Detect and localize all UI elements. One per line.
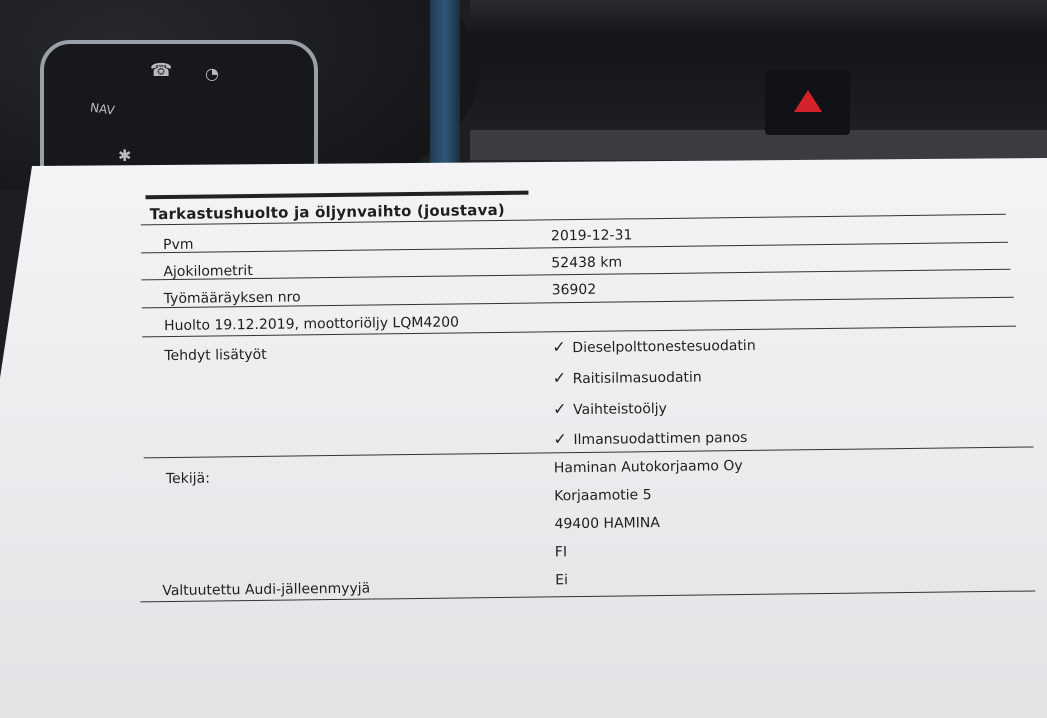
extra-work-label: Tehdyt lisätyöt (164, 346, 267, 365)
performer-country: FI (554, 544, 568, 561)
extra-work-item (552, 335, 756, 356)
extra-work-item-label: Vaihteistoöljy (573, 400, 668, 419)
date-value: 2019-12-31 (550, 227, 633, 245)
date-label: Pvm (162, 236, 194, 254)
extra-work-item-label: Ilmansuodattimen panos (573, 429, 748, 449)
performer-postal: 49400 HAMINA (554, 515, 660, 533)
check-icon: ✓ (553, 429, 567, 449)
divider (144, 446, 1034, 458)
extra-work-item (553, 398, 667, 418)
check-icon: ✓ (552, 368, 567, 388)
service-note: Huolto 19.12.2019, moottoriöljy LQM4200 (163, 314, 460, 335)
check-icon: ✓ (552, 337, 566, 357)
performer-street: Korjaamotie 5 (554, 487, 652, 505)
extra-work-item (553, 427, 747, 448)
extra-work-item-label: Dieselpolttonestesuodatin (572, 337, 756, 357)
extra-work-item (553, 367, 702, 388)
title-rule (145, 191, 528, 200)
record-title: Tarkastushuolto ja öljynvaihto (joustava) (149, 200, 506, 224)
phone-icon: ☎ (150, 60, 173, 81)
extra-work-item-label: Raitisilmasuodatin (572, 369, 702, 388)
mileage-label: Ajokilometrit (163, 262, 253, 281)
mileage-value: 52438 km (551, 254, 623, 272)
work-order-value: 36902 (551, 281, 597, 299)
authorized-dealer-label: Valtuutettu Audi-jälleenmyyjä (162, 580, 371, 600)
nav-button-label: NAV (89, 100, 116, 118)
star-icon: ✱ (118, 146, 132, 165)
authorized-dealer-value: Ei (555, 572, 569, 589)
performer-name: Haminan Autokorjaamo Oy (553, 458, 743, 477)
work-order-label: Työmääräyksen nro (163, 289, 301, 308)
performer-label: Tekijä: (165, 470, 210, 488)
check-icon: ✓ (552, 399, 567, 419)
voice-icon: ◔ (205, 64, 219, 83)
